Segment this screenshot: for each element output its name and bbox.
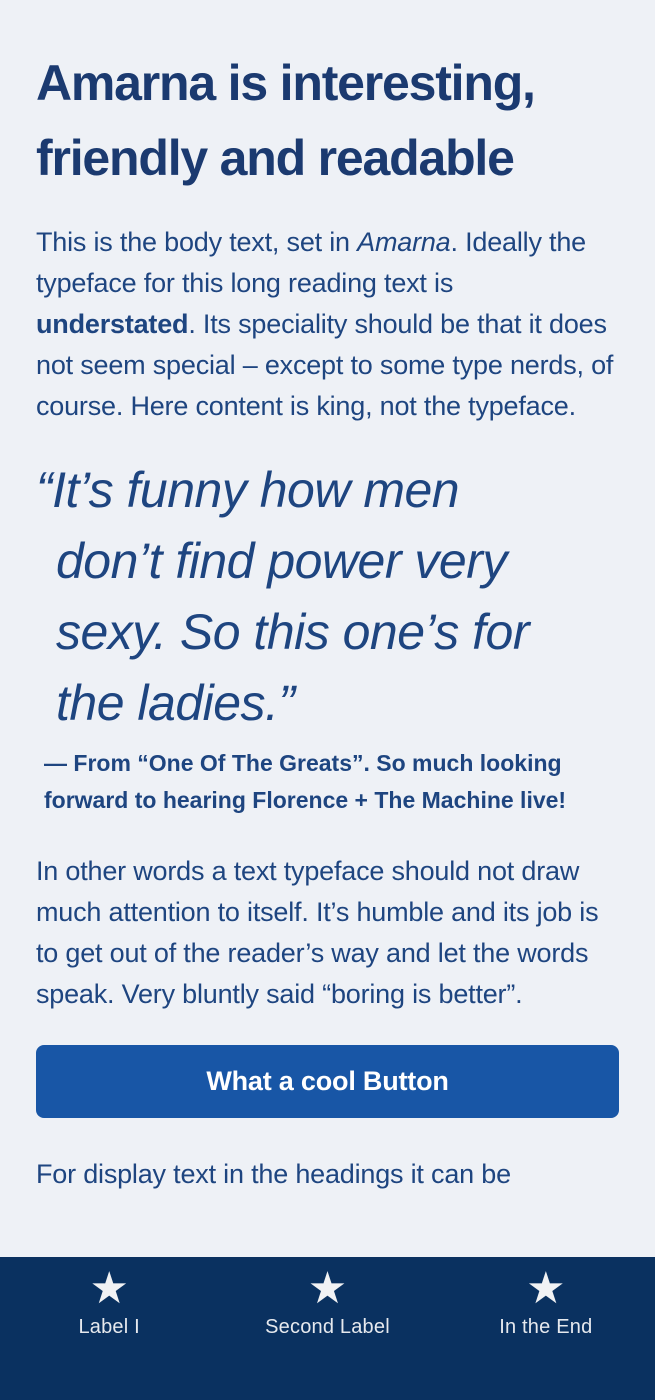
nav-item-label-i[interactable] [0,1265,218,1339]
second-paragraph: In other words a text typeface should not draw much attention to itself. It’s humble and its job is to get out of the reader’s way and let the words speak. Very bluntly said “boring is better”. [36,856,599,1009]
nav-item-label: Label I [78,1316,140,1338]
star-icon: ★ [526,1263,566,1314]
star-icon: ★ [89,1263,129,1314]
nav-item-second-label[interactable] [218,1265,436,1339]
nav-item-label: Second Label [265,1316,390,1338]
nav-item-label: In the End [499,1316,593,1338]
page-title: Amarna is interesting, friendly and readable [36,55,535,186]
pull-quote: “It’s funny how men don’t find power very sexy. So this one’s for the ladies.” [36,462,529,731]
clipped-paragraph: For display text in the headings it can be [36,1159,511,1189]
cool-button[interactable]: What a cool Button [36,1045,619,1118]
nav-item-in-the-end[interactable] [437,1265,655,1339]
intro-paragraph: This is the body text, set in Amarna. Ideally the typeface for this long reading text is understated. Its speciality should be that it does not seem special – except to some type nerds, of course. Here content is king, not the typeface. [36,227,614,421]
quote-attribution: — From “One Of The Greats”. So much looking forward to hearing Florence + The Machine live! [44,750,567,813]
bottom-nav [0,1257,655,1400]
star-icon: ★ [307,1263,348,1314]
